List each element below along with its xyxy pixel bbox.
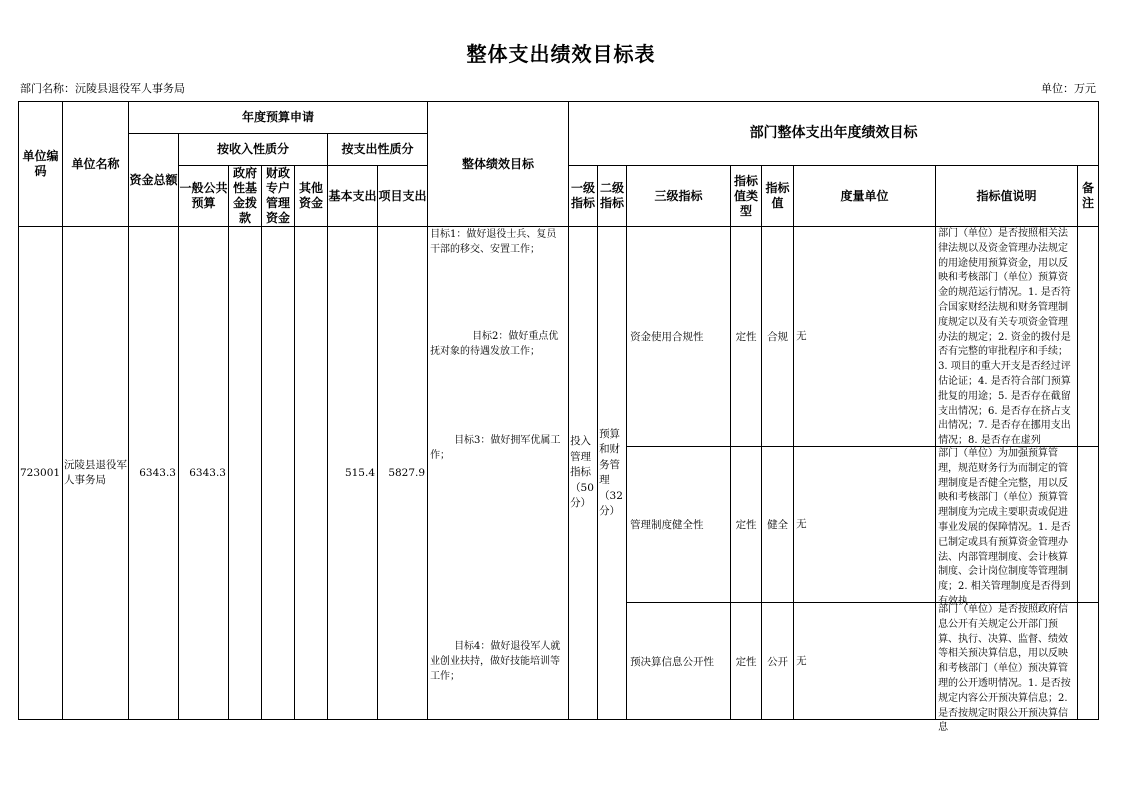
indicator-type: 定性 bbox=[731, 447, 762, 603]
goal-item: 目标3：做好拥军优属工作； bbox=[430, 435, 561, 461]
indicator-name: 资金使用合规性 bbox=[627, 227, 731, 447]
header-level3: 三级指标 bbox=[627, 166, 731, 227]
indicator-type: 定性 bbox=[731, 603, 762, 720]
indicator-remark bbox=[1078, 227, 1099, 447]
header-overall-goal: 整体绩效目标 bbox=[428, 102, 569, 227]
header-unit-code: 单位编码 bbox=[19, 102, 63, 227]
overall-goal-cell bbox=[428, 227, 569, 720]
unit-name-cell: 沅陵县退役军人事务局 bbox=[63, 227, 129, 720]
goal-item: 目标2：做好重点优抚对象的待遇发放工作； bbox=[430, 331, 559, 357]
indicator-name: 预决算信息公开性 bbox=[627, 603, 731, 720]
header-dept-targets: 部门整体支出年度绩效目标 bbox=[569, 102, 1099, 166]
indicator-desc: 部门（单位）是否按照相关法律法规以及资金管理办法规定的用途使用预算资金，用以反映和考核部门（单位）预算资金的规范运行情况。1. 是否符合国家财经法规和财务管理制度规定以及有关专项资金管理办法的规定；2. 资金的拨付是否有完整的审批程序和手续；3. 项目的重大开支是否经过评估论证；4. 是否符合部门预算批复的用途；5. 是否存在截留支出情况；6. 是否存在挤占支出情况；7. 是否存在挪用支出情况；8. 是否存在虚列 bbox=[938, 228, 1071, 447]
header-value-type: 指标值类型 bbox=[731, 166, 762, 227]
indicator-unit: 无 bbox=[794, 447, 936, 603]
header-value-desc: 指标值说明 bbox=[936, 166, 1078, 227]
header-level2: 二级指标 bbox=[598, 166, 627, 227]
indicator-remark bbox=[1078, 447, 1099, 603]
header-project-expense: 项目支出 bbox=[378, 166, 428, 227]
indicator-value: 公开 bbox=[762, 603, 794, 720]
basic-expense-cell: 515.4 bbox=[328, 227, 378, 720]
goal-item: 目标4：做好退役军人就业创业扶持，做好技能培训等工作； bbox=[430, 641, 561, 682]
department-name: 部门名称：沅陵县退役军人事务局 bbox=[20, 82, 185, 95]
indicator-desc-cell bbox=[936, 227, 1078, 447]
indicator-unit: 无 bbox=[794, 603, 936, 720]
indicator-unit: 无 bbox=[794, 227, 936, 447]
indicator-name: 管理制度健全性 bbox=[627, 447, 731, 603]
header-measure-unit: 度量单位 bbox=[794, 166, 936, 227]
header-total-funds: 资金总额 bbox=[129, 134, 179, 227]
indicator-remark bbox=[1078, 603, 1099, 720]
page-title: 整体支出绩效目标表 bbox=[466, 42, 656, 66]
header-fiscal-special: 财政专户管理资金 bbox=[262, 166, 295, 227]
indicator-value: 合规 bbox=[762, 227, 794, 447]
other-funds-cell bbox=[295, 227, 328, 720]
header-annual-budget: 年度预算申请 bbox=[129, 102, 428, 134]
indicator-desc-cell bbox=[936, 447, 1078, 607]
indicator-value: 健全 bbox=[762, 447, 794, 603]
goal-item: 目标1：做好退役士兵、复员干部的移交、安置工作； bbox=[430, 229, 557, 255]
header-level1: 一级指标 bbox=[569, 166, 598, 227]
general-budget-cell: 6343.3 bbox=[179, 227, 229, 720]
currency-unit: 单位：万元 bbox=[1041, 82, 1096, 95]
level2-cell: 预算和财务管理（32分） bbox=[598, 227, 627, 720]
project-expense-cell: 5827.9 bbox=[378, 227, 428, 720]
indicator-desc: 部门（单位）是否按照政府信息公开有关规定公开部门预算、执行、决算、监督、绩效等相关预决算信息，用以反映和考核部门（单位）预决算管理的公开透明情况。1. 是否按规定内容公开预决算信息；2. 是否按规定时限公开预决算信息 bbox=[938, 604, 1071, 734]
header-other-funds: 其他资金 bbox=[295, 166, 328, 227]
header-gov-fund: 政府性基金拨款 bbox=[229, 166, 262, 227]
header-remark: 备注 bbox=[1078, 166, 1099, 227]
fiscal-special-cell bbox=[262, 227, 295, 720]
level1-cell: 投入管理指标（50分） bbox=[569, 227, 598, 720]
indicator-desc: 部门（单位）为加强预算管理，规范财务行为而制定的管理制度是否健全完整，用以反映和考核部门（单位）预算管理制度为完成主要职责或促进事业发展的保障情况。1. 是否已制定或具有预算资金管理办法、内部管理制度、会计核算制度、会计岗位制度等管理制度；2. 相关管理制度是否得到有效执 bbox=[938, 448, 1071, 607]
unit-code-cell: 723001 bbox=[19, 227, 63, 720]
indicator-desc-cell bbox=[936, 603, 1078, 734]
header-general-budget: 一般公共预算 bbox=[179, 166, 229, 227]
header-value: 指标值 bbox=[762, 166, 794, 227]
header-basic-expense: 基本支出 bbox=[328, 166, 378, 227]
total-funds-cell: 6343.3 bbox=[129, 227, 179, 720]
performance-table bbox=[18, 101, 1099, 734]
gov-fund-cell bbox=[229, 227, 262, 720]
header-by-expense: 按支出性质分 bbox=[328, 134, 428, 166]
header-unit-name: 单位名称 bbox=[63, 102, 129, 227]
indicator-type: 定性 bbox=[731, 227, 762, 447]
header-by-income: 按收入性质分 bbox=[179, 134, 328, 166]
